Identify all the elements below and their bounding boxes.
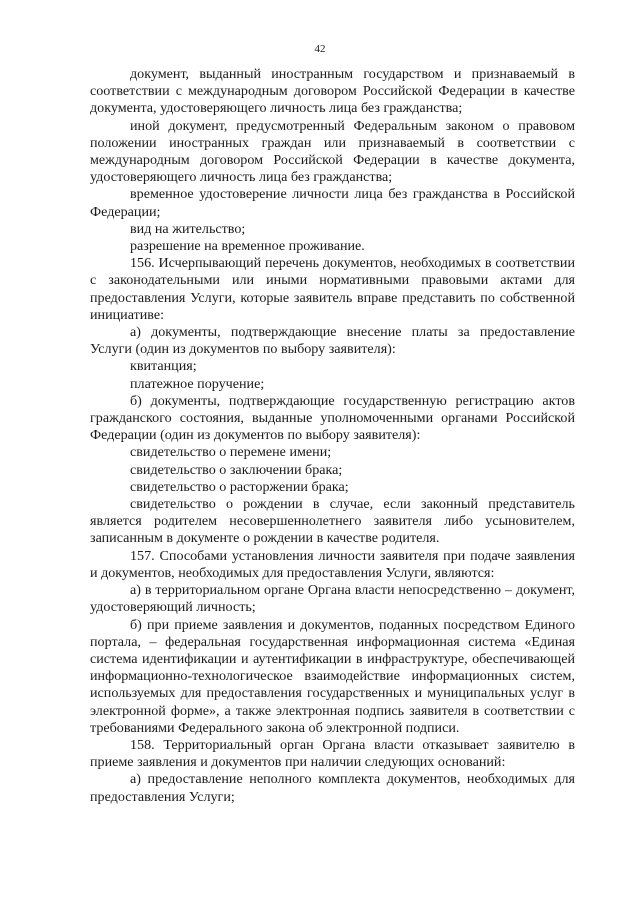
paragraph: платежное поручение; xyxy=(130,375,265,392)
paragraph: а) документы, подтверждающие внесение платы за предоставление Услуги (один из документов по выбору заявителя): xyxy=(90,324,575,358)
paragraph: 158. Территориальный орган Органа власти отказывает заявителю в приеме заявления и документов при наличии следующих оснований: xyxy=(90,736,575,771)
paragraph: свидетельство о рождении в случае, если законный представитель является родителем несовершеннолетнего заявителя либо усыновителем, записанным в документе о рождении в качестве родителя. xyxy=(90,496,575,547)
page-number: 42 xyxy=(314,43,326,55)
paragraph: 157. Способами установления личности заявителя при подаче заявления и документов, необходимых для предоставления Услуги, являются: xyxy=(90,547,575,581)
paragraph: свидетельство о заключении брака; xyxy=(130,461,343,478)
paragraph: документ, выданный иностранным государством и признаваемый в соответствии с международным договором Российской Федерации в качестве документа, удостоверяющего личность лица без гражданства; xyxy=(90,66,575,117)
paragraph: 156. Исчерпывающий перечень документов, необходимых в соответствии с законодательными или иными нормативными правовыми актами для предоставления Услуги, которые заявитель вправе представить по собственной инициативе: xyxy=(90,255,575,323)
paragraph: а) в территориальном органе Органа власти непосредственно – документ, удостоверяющий личность; xyxy=(90,582,575,616)
document-body xyxy=(90,66,575,806)
paragraph: а) предоставление неполного комплекта документов, необходимых для предоставления Услуги; xyxy=(90,771,575,805)
paragraph: разрешение на временное проживание. xyxy=(130,238,365,255)
paragraph: б) при приеме заявления и документов, поданных посредством Единого портала, – федеральная государственная информационная система «Единая система идентификации и аутентификации в инфраструктуре, обеспечивающей информационно-технологическое взаимодействие информационных систем, используемых для предоставления государственных и муниципальных услуг в электронной форме», а также электронная подпись заявителя в соответствии с требованиями Федерального закона об электронной подписи. xyxy=(90,616,575,736)
paragraph: вид на жительство; xyxy=(130,220,246,237)
paragraph: свидетельство о перемене имени; xyxy=(130,444,332,461)
paragraph: б) документы, подтверждающие государственную регистрацию актов гражданского состояния, выданные уполномоченными органами Российской Федерации (один из документов по выбору заявителя): xyxy=(90,392,575,444)
paragraph: иной документ, предусмотренный Федеральным законом о правовом положении иностранных граждан или признаваемый в соответствии с международным договором Российской Федерации в качестве документа, удостоверяющего личность лица без гражданства; xyxy=(90,117,575,186)
paragraph: временное удостоверение личности лица без гражданства в Российской Федерации; xyxy=(90,186,575,220)
paragraph: свидетельство о расторжении брака; xyxy=(130,478,349,495)
paragraph: квитанция; xyxy=(130,358,197,375)
